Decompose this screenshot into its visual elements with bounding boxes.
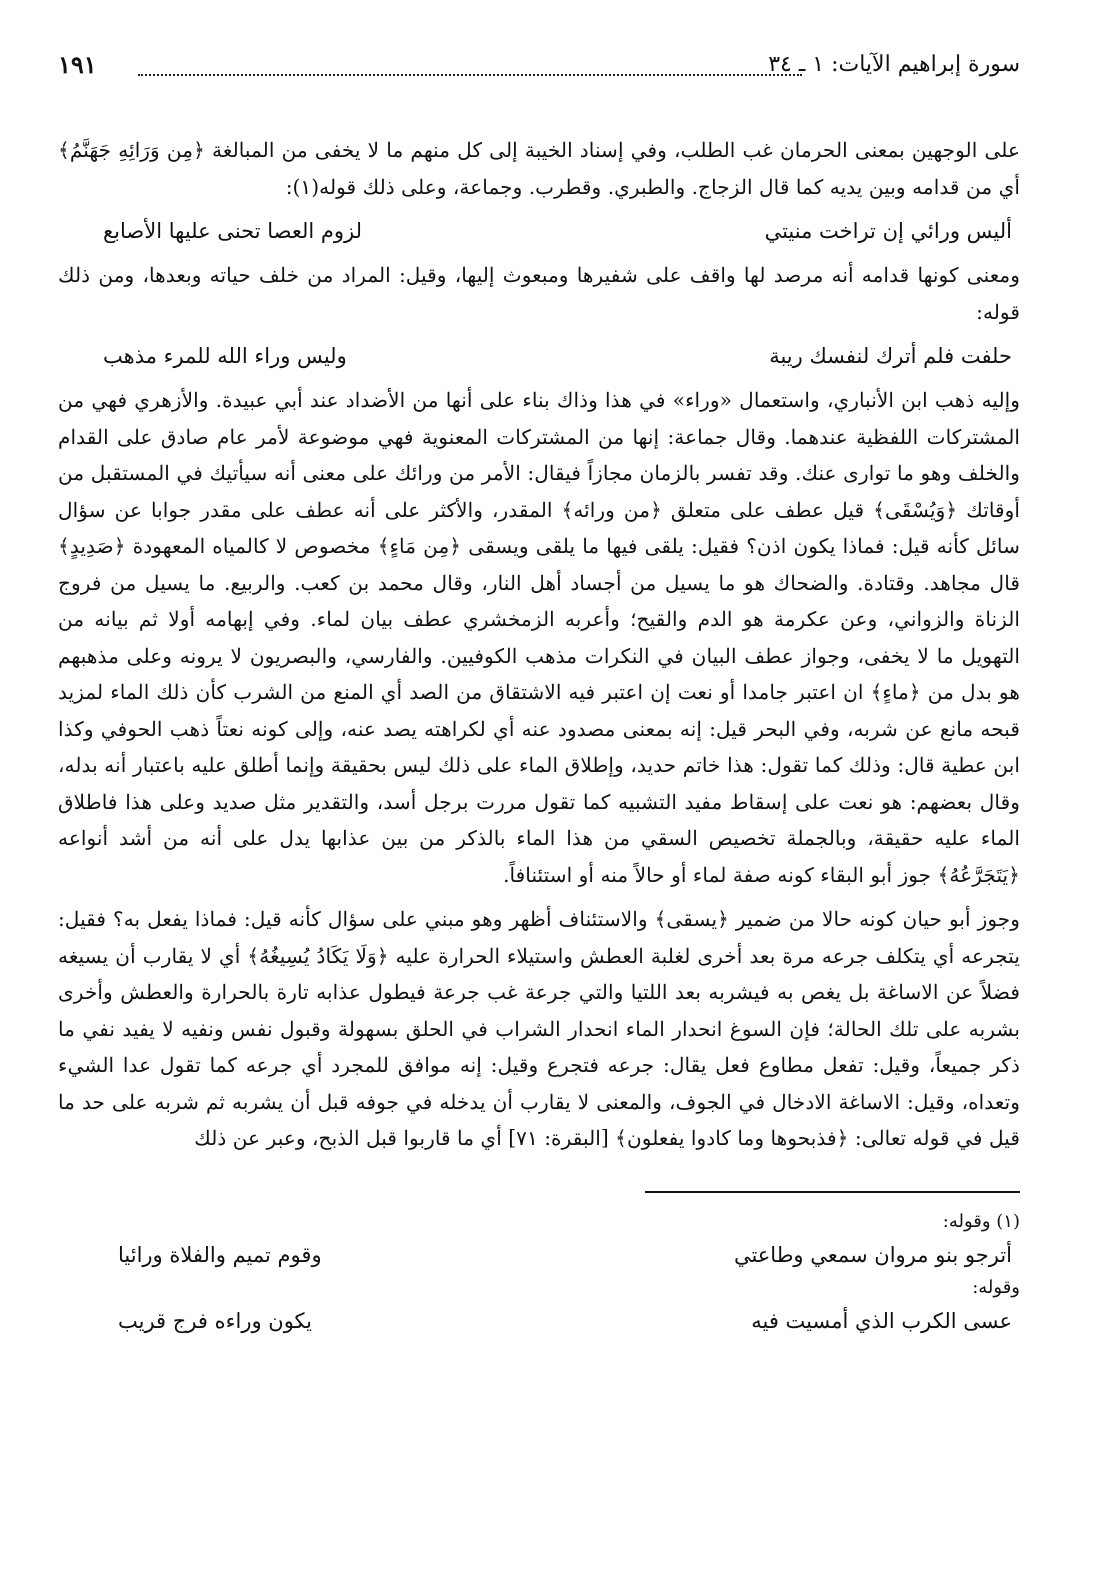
paragraph-3: وإليه ذهب ابن الأنباري، واستعمال «وراء» في هذا وذاك بناء على أنها من الأضداد عند أبي عبيدة. والأزهري فهي من المشتركات اللفظية عندهما. وقال جماعة: إنها من المشتركات المعنوية فهي موضوعة لأمر عام صادق على القدام والخلف وهو ما توارى عنك. وقد تفسر بالزمان مجازاً فيقال: الأمر من ورائك على معنى أنه سيأتيك في المستقبل من أوقاتك ﴿وَيُسْقَى﴾ قيل عطف على متعلق ﴿من ورائه﴾ المقدر، والأكثر على أنه عطف على مقدر جوابا عن سؤال سائل كأنه قيل: فماذا يكون اذن؟ فقيل: يلقى فيها ما يلقى ويسقى ﴿مِن مَاءٍ﴾ مخصوص لا كالمياه المعهودة ﴿صَدِيدٍ﴾ قال مجاهد. وقتادة. والضحاك هو ما يسيل من أجساد أهل النار، وقال محمد بن كعب. والربيع. ما يسيل من فروج الزناة والزواني، وعن عكرمة هو الدم والقيح؛ وأعربه الزمخشري عطف بيان لماء. وفي إبهامه أولا ثم بيانه من التهويل ما لا يخفى، وجواز عطف البيان في النكرات مذهب الكوفيين. والفارسي، والبصريون لا يرونه وعلى مذهبهم هو بدل من ﴿ماءٍ﴾ ان اعتبر جامدا أو نعت إن اعتبر فيه الاشتقاق من الصد أي المنع من الشرب كأن ذلك الماء لمزيد قبحه مانع عن شربه، وفي البحر قيل: إنه بمعنى مصدود عنه أي لكراهته يصد عنه، وإلى كونه نعتاً ذهب الحوفي وكذا ابن عطية قال: وذلك كما تقول: هذا خاتم حديد، وإطلاق الماء على ذلك ليس بحقيقة وإنما أطلق عليه باعتبار أنه بدله، وقال بعضهم: هو نعت على إسقاط مفيد التشبيه كما تقول مررت برجل أسد، والتقدير مثل صديد وعلى هذا فاطلاق الماء عليه حقيقة، وبالجملة تخصيص السقي من هذا الماء بالذكر من بين عذابها يدل على أنه من أشد أنواعه ﴿يَتَجَرَّعُهُ﴾ جوز أبو البقاء كونه صفة لماء أو حالاً منه أو استئنافاً. xyxy=(58,388,1020,887)
verse-1-second-hemistich: لزوم العصا تحنى عليها الأصابع xyxy=(103,219,363,243)
footnote-verse-2-first: عسى الكرب الذي أمسيت فيه xyxy=(751,1308,1012,1333)
footnote-verse-1-first: أترجو بنو مروان سمعي وطاعتي xyxy=(733,1242,1012,1267)
book-page xyxy=(58,44,1020,1339)
verse-2-first-hemistich: حلفت فلم أترك لنفسك ريبة xyxy=(769,344,1012,368)
verse-2 xyxy=(58,336,1020,376)
footnote-verse-1 xyxy=(58,1237,1020,1273)
paragraph-4: وجوز أبو حيان كونه حالا من ضمير ﴿يسقى﴾ والاستئناف أظهر وهو مبني على سؤال كأنه قيل: فماذا يفعل به؟ فقيل: يتجرعه أي يتكلف جرعه مرة بعد أخرى لغلبة العطش واستيلاء الحرارة عليه ﴿وَلَا يَكَادُ يُسِيغُهُ﴾ أي لا يقارب أن يسيغه فضلاً عن الاساغة بل يغص به فيشربه بعد اللتيا والتي جرعة غب جرعة فيطول عذابه تارة بالحرارة والعطش وأخرى بشربه على تلك الحالة؛ فإن السوغ انحدار الماء انحدار الشراب في الحلق بسهولة وقبول نفس ونفيه لا يفيد نفي ما ذكر جميعاً، وقيل: تفعل مطاوع فعل يقال: جرعه فتجرع وقيل: إنه موافق للمجرد أي جرعه كما تقول عدا الشيء وتعداه، وقيل: الاساغة الادخال في الجوف، والمعنى لا يقارب أن يدخله في جوفه قبل أن يشربه ثم شربه على حد ما قيل في قوله تعالى: ﴿فذبحوها وما كادوا يفعلون﴾ [البقرة: ٧١] أي ما قاربوا قبل الذبح، وعبر عن ذلك xyxy=(58,907,1020,1150)
page-body xyxy=(58,132,1020,1157)
header-dotted-leader xyxy=(138,74,802,76)
paragraph-1: على الوجهين بمعنى الحرمان غب الطلب، وفي إسناد الخيبة إلى كل منهم ما لا يخفى من المبالغة ﴿مِن وَرَائِهِ جَهَنَّمُ﴾ أي من قدامه وبين يديه كما قال الزجاج. والطبري. وقطرب. وجماعة، وعلى ذلك قوله(١): xyxy=(58,138,1020,199)
running-title: سورة إبراهيم الآيات: ١ ـ ٣٤ xyxy=(768,52,1020,77)
page-number: ١٩١ xyxy=(58,50,97,79)
verse-1-first-hemistich: أليس ورائي إن تراخت منيتي xyxy=(764,219,1012,243)
footnote-separator xyxy=(645,1191,1020,1193)
paragraph-2: ومعنى كونها قدامه أنه مرصد لها واقف على شفيرها ومبعوث إليها، وقيل: المراد من خلف حياته وبعدها، ومن ذلك قوله: xyxy=(58,263,1020,324)
footnote-separator-wrap xyxy=(58,1191,1020,1193)
verse-1 xyxy=(58,211,1020,251)
footnote-label-2: وقوله: xyxy=(972,1276,1020,1298)
footnote-verse-2-second: يكون وراءه فرج قريب xyxy=(118,1308,313,1333)
footnote-label: (١) وقوله: xyxy=(942,1210,1020,1232)
footnote xyxy=(58,1207,1020,1339)
page-header xyxy=(58,44,1020,90)
footnote-verse-2 xyxy=(58,1303,1020,1339)
verse-2-second-hemistich: وليس وراء الله للمرء مذهب xyxy=(103,344,347,368)
footnote-verse-1-second: وقوم تميم والفلاة ورائيا xyxy=(118,1242,322,1267)
